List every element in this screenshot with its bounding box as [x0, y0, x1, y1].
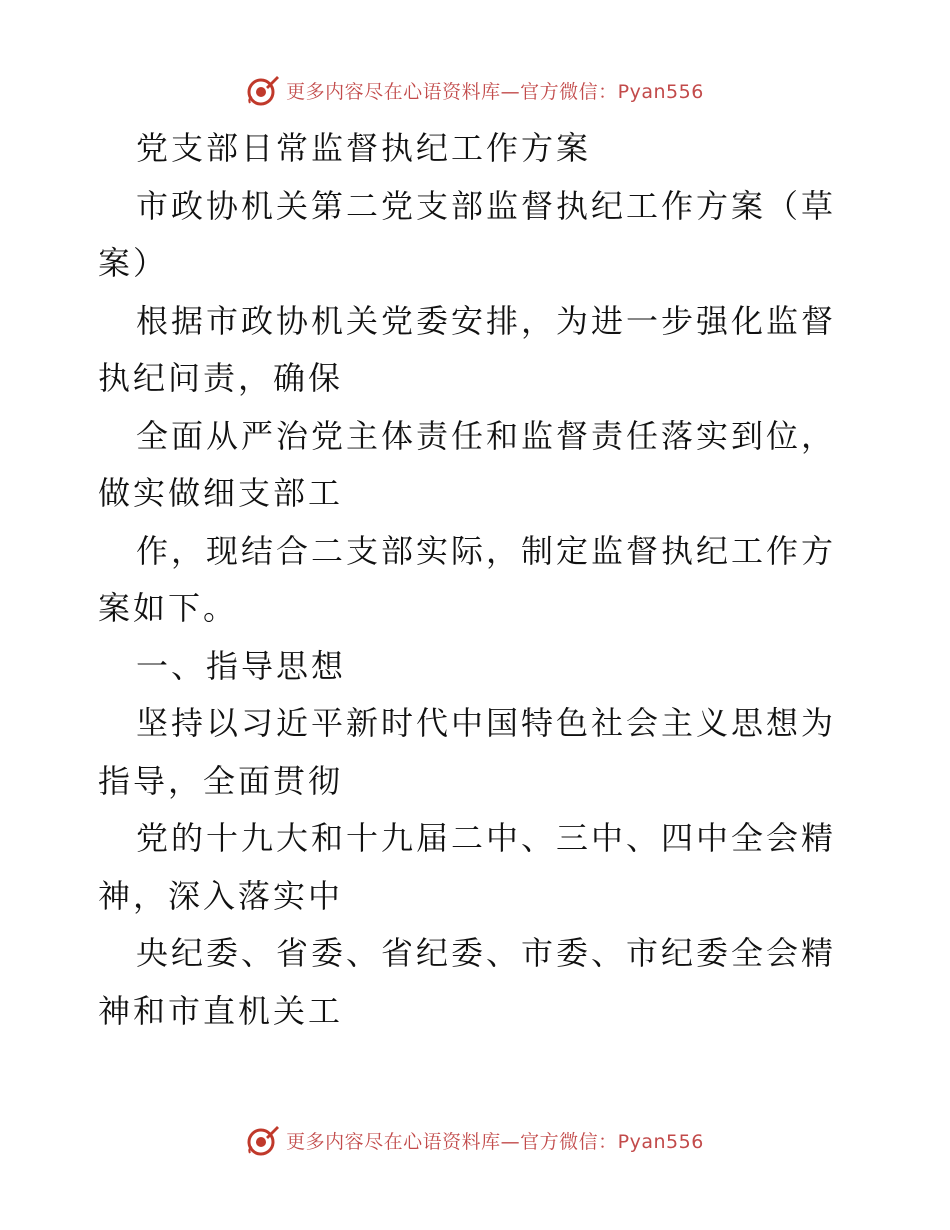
document-subtitle: 市政协机关第二党支部监督执纪工作方案（草案）: [98, 186, 837, 282]
watermark-text: 更多内容尽在心语资料库—官方微信：Pyan556: [286, 1130, 704, 1153]
paragraph: 央纪委、省委、省纪委、市委、市纪委全会精神和市直机关工: [98, 934, 837, 1030]
document-title: 党支部日常监督执纪工作方案: [136, 129, 592, 167]
document-body: [98, 120, 858, 1040]
paragraph: 作，现结合二支部实际，制定监督执纪工作方案如下。: [98, 531, 837, 627]
paragraph: 根据市政协机关党委安排，为进一步强化监督执纪问责，确保: [98, 301, 837, 397]
pen-logo-icon: [246, 73, 280, 107]
footer-watermark: [0, 1120, 950, 1160]
watermark-text: 更多内容尽在心语资料库—官方微信：Pyan556: [286, 80, 704, 103]
paragraph: 党的十九大和十九届二中、三中、四中全会精神，深入落实中: [98, 819, 837, 915]
section-heading: 一、指导思想: [136, 646, 347, 685]
pen-logo-icon: [246, 1123, 280, 1157]
paragraph: 坚持以习近平新时代中国特色社会主义思想为指导，全面贯彻: [98, 704, 837, 800]
paragraph: 全面从严治党主体责任和监督责任落实到位，做实做细支部工: [98, 416, 837, 512]
header-watermark: [0, 70, 950, 110]
